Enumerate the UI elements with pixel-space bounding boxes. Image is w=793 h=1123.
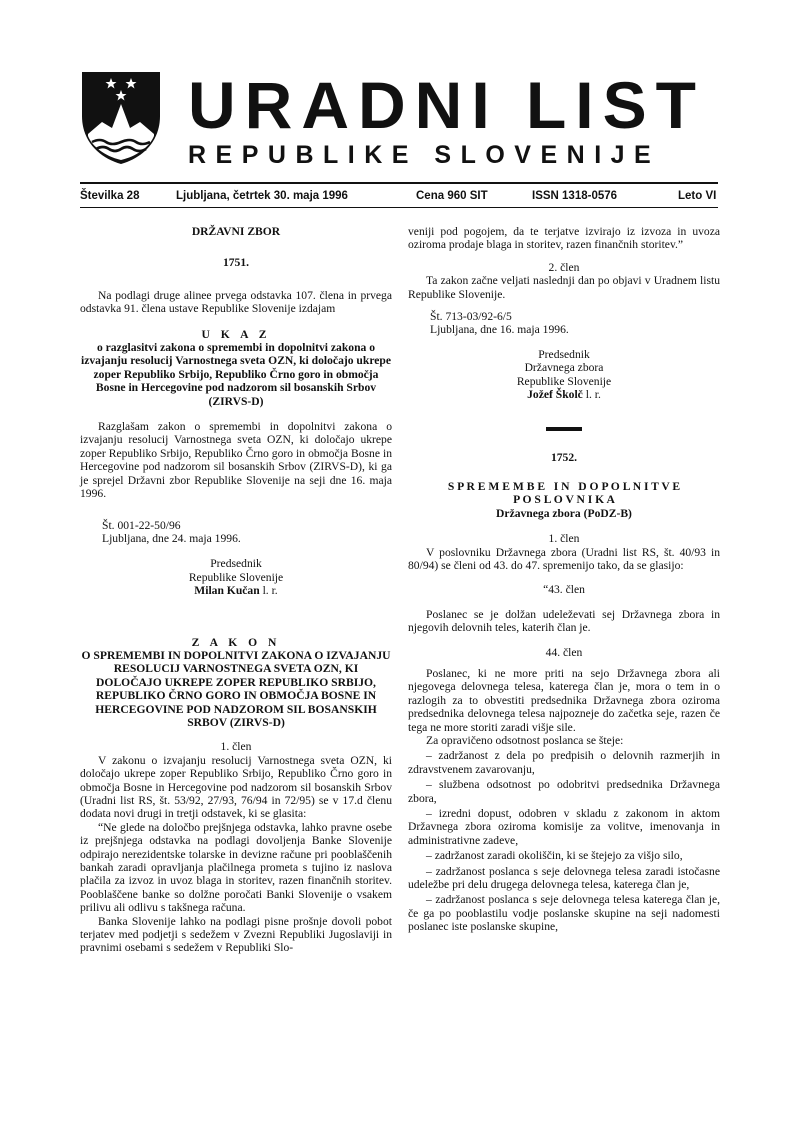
reference-date: Ljubljana, dne 24. maja 1996. [102, 531, 241, 545]
issue-year: Leto VI [678, 190, 717, 202]
signature-suffix: l. r. [259, 584, 278, 598]
ukaz-title: o razglasitvi zakona o spremembi in dopolnitvi zakona o izvajanju resolucij Varnostnega sveta OZN, ki določajo ukrepe zoper Republiko Srbijo, Republiko Črno goro in območja Bosne in Hercegovine pod nadzorom sil bosanskih Srbov (ZIRVS-D) [80, 341, 392, 408]
bottom-rule [80, 207, 718, 208]
section-heading: DRŽAVNI ZBOR [191, 225, 281, 238]
signature-title: Predsednik [210, 557, 262, 571]
intro-paragraph: Na podlagi druge alinee prvega odstavka 107. člena in prvega odstavka 91. člena ustave Republike Slovenije izdajam [80, 288, 392, 316]
list-item: – izredni dopust, odobren v skladu z zakonom in aktom Državnega zbora oziroma komisije za volitve, imenovanja in administrativne zadeve, [408, 807, 720, 847]
article-heading: 1. člen [220, 740, 252, 754]
list-item: – zadržanost poslanca s seje delovnega telesa zaradi istočasne udeležbe pri delu drugega delovnega telesa, katerega član je, [408, 864, 720, 892]
signature-line [80, 584, 392, 597]
signatory-name: Jožef Školč [527, 388, 583, 402]
poslovnik-heading: S P R E M E M B E I N D O P O L N I T V E [447, 479, 681, 493]
poslovnik-heading: P O S L O V N I K A [513, 493, 615, 507]
list-item: – zadržanost poslanca s seje delovnega telesa katerega član je, če ga po pooblastilu vodje poslanske skupine na seji nadomesti poslanec iste poslanske skupine, [408, 893, 720, 934]
reference-number: Št. 713-03/92-6/5 [430, 310, 512, 324]
document-number: 1751. [222, 256, 250, 270]
article-paragraph: Poslanec, ki ne more priti na sejo Državnega zbora ali njegovega delovnega telesa, katerega član je, mora o tem in o razlogih za to obvestiti predsednika Državnega zbora oziroma predsednika delovnega telesa najpozneje do začetka seje, razen če tega ne more storiti zaradi višje sile. [408, 666, 720, 734]
article-paragraph: Za opravičeno odsotnost poslanca se šteje: [426, 733, 624, 747]
article-paragraph: Ta zakon začne veljati naslednji dan po objavi v Uradnem listu Republike Slovenije. [408, 274, 720, 301]
signature-suffix: l. r. [582, 388, 601, 402]
right-column [408, 225, 720, 934]
section-divider [546, 427, 582, 431]
article-heading: “43. člen [543, 583, 585, 597]
article-paragraph: “Ne glede na določbo prejšnjega odstavka, lahko pravne osebe iz prejšnjega odstavka na podlagi dovoljenja Banke Slovenije odpirajo nerezidentske tolarske in devizne račune pri pooblaščenih bankah zaradi opravljanja plačilnega prometa s tujino iz naslova plačila za izvoz in uvoz blaga in storitev, razen finančnih storitev. Pooblaščene banke so dolžne poročati Banki Slovenije o vsakem prilivu ali odlivu s takšnega računa. [80, 820, 392, 915]
signatory-name: Milan Kučan [194, 584, 260, 598]
document-number: 1752. [550, 451, 578, 465]
article-paragraph: V zakonu o izvajanju resolucij Varnostnega sveta OZN, ki določajo ukrepe zoper Republiko Srbijo, Republiko Črno goro in območja Bosne in Hercegovine pod nadzorom sil bosanskih Srbov (Uradni list RS, št. 53/92, 27/93, 76/94 in 72/95) se v 17.d členu dodata novi drugi in tretji odstavek, ki se glasita: [80, 753, 392, 821]
zakon-title: O SPREMEMBI IN DOPOLNITVI ZAKONA O IZVAJANJU RESOLUCIJ VARNOSTNEGA SVETA OZN, KI DOLOČAJO UKREPE ZOPER REPUBLIKO SRBIJO, REPUBLIKO ČRNO GORO IN OBMOČJA BOSNE IN HERCEGOVINE POD NADZOROM SIL BOSANSKIH SRBOV (ZIRVS-D) [81, 648, 391, 729]
signature-title: Predsednik [538, 347, 590, 361]
signature-title: Državnega zbora [524, 361, 604, 375]
zakon-heading: Z A K O N [191, 635, 281, 649]
issue-number: Številka 28 [80, 190, 140, 202]
top-rule [80, 182, 718, 184]
signature-line [408, 388, 720, 401]
continued-paragraph: veniji pod pogojem, da te terjatve izvirajo iz izvoza in uvoza oziroma prodaje blaga in storitev, razen finančnih storitev.” [408, 225, 720, 252]
list-item: – zadržanost zaradi okoliščin, ki se štejejo za višjo silo, [426, 849, 683, 863]
signature-title: Republike Slovenije [188, 570, 284, 584]
ukaz-heading: U K A Z [201, 327, 271, 341]
razglasam-paragraph: Razglašam zakon o spremembi in dopolnitvi zakona o izvajanju resolucij Varnostnega sveta OZN, ki določajo ukrepe zoper Republiko Srbijo, Republiko Črno goro in območja Bosne in Hercegovine pod nadzorom sil bosanskih Srbov (ZIRVS-D), ki ga je sprejel Državni zbor Republike Slovenije na seji dne 16. maja 1996. [80, 420, 392, 501]
left-column [80, 225, 392, 955]
list-item: – službena odsotnost po odobritvi predsednika Državnega zbora, [408, 778, 720, 805]
coat-of-arms-logo [80, 70, 162, 166]
reference-date: Ljubljana, dne 16. maja 1996. [430, 323, 569, 337]
list-item: – zadržanost z dela po predpisih o delovnih razmerjih in zdravstvenem zavarovanju, [408, 749, 720, 776]
issue-date: Ljubljana, četrtek 30. maja 1996 [176, 190, 348, 202]
article-paragraph: Banka Slovenije lahko na podlagi pisne prošnje dovoli pobot terjatev med podjetji s sedežem v Zvezni Republiki Jugoslaviji in pravnimi osebami s sedežem v Republiki Slo- [80, 914, 392, 955]
signature-title: Republike Slovenije [516, 374, 612, 388]
article-paragraph: V poslovniku Državnega zbora (Uradni list RS, št. 40/93 in 80/94) se členi od 43. do 47. spremenijo tako, da se glasijo: [408, 545, 720, 572]
article-paragraph: Poslanec se je dolžan udeleževati sej Državnega zbora in njegovih delovnih teles, katerih član je. [408, 607, 720, 635]
issue-price: Cena 960 SIT [416, 190, 488, 202]
masthead-title: URADNI LIST [188, 68, 705, 142]
reference-number: Št. 001-22-50/96 [102, 518, 181, 532]
masthead-subtitle: REPUBLIKE SLOVENIJE [188, 141, 661, 169]
article-heading: 44. člen [545, 645, 583, 659]
poslovnik-subtitle: Državnega zbora (PoDZ-B) [496, 506, 632, 520]
issn: ISSN 1318-0576 [532, 190, 618, 202]
article-heading: 2. člen [548, 260, 580, 274]
article-heading: 1. člen [548, 532, 580, 546]
